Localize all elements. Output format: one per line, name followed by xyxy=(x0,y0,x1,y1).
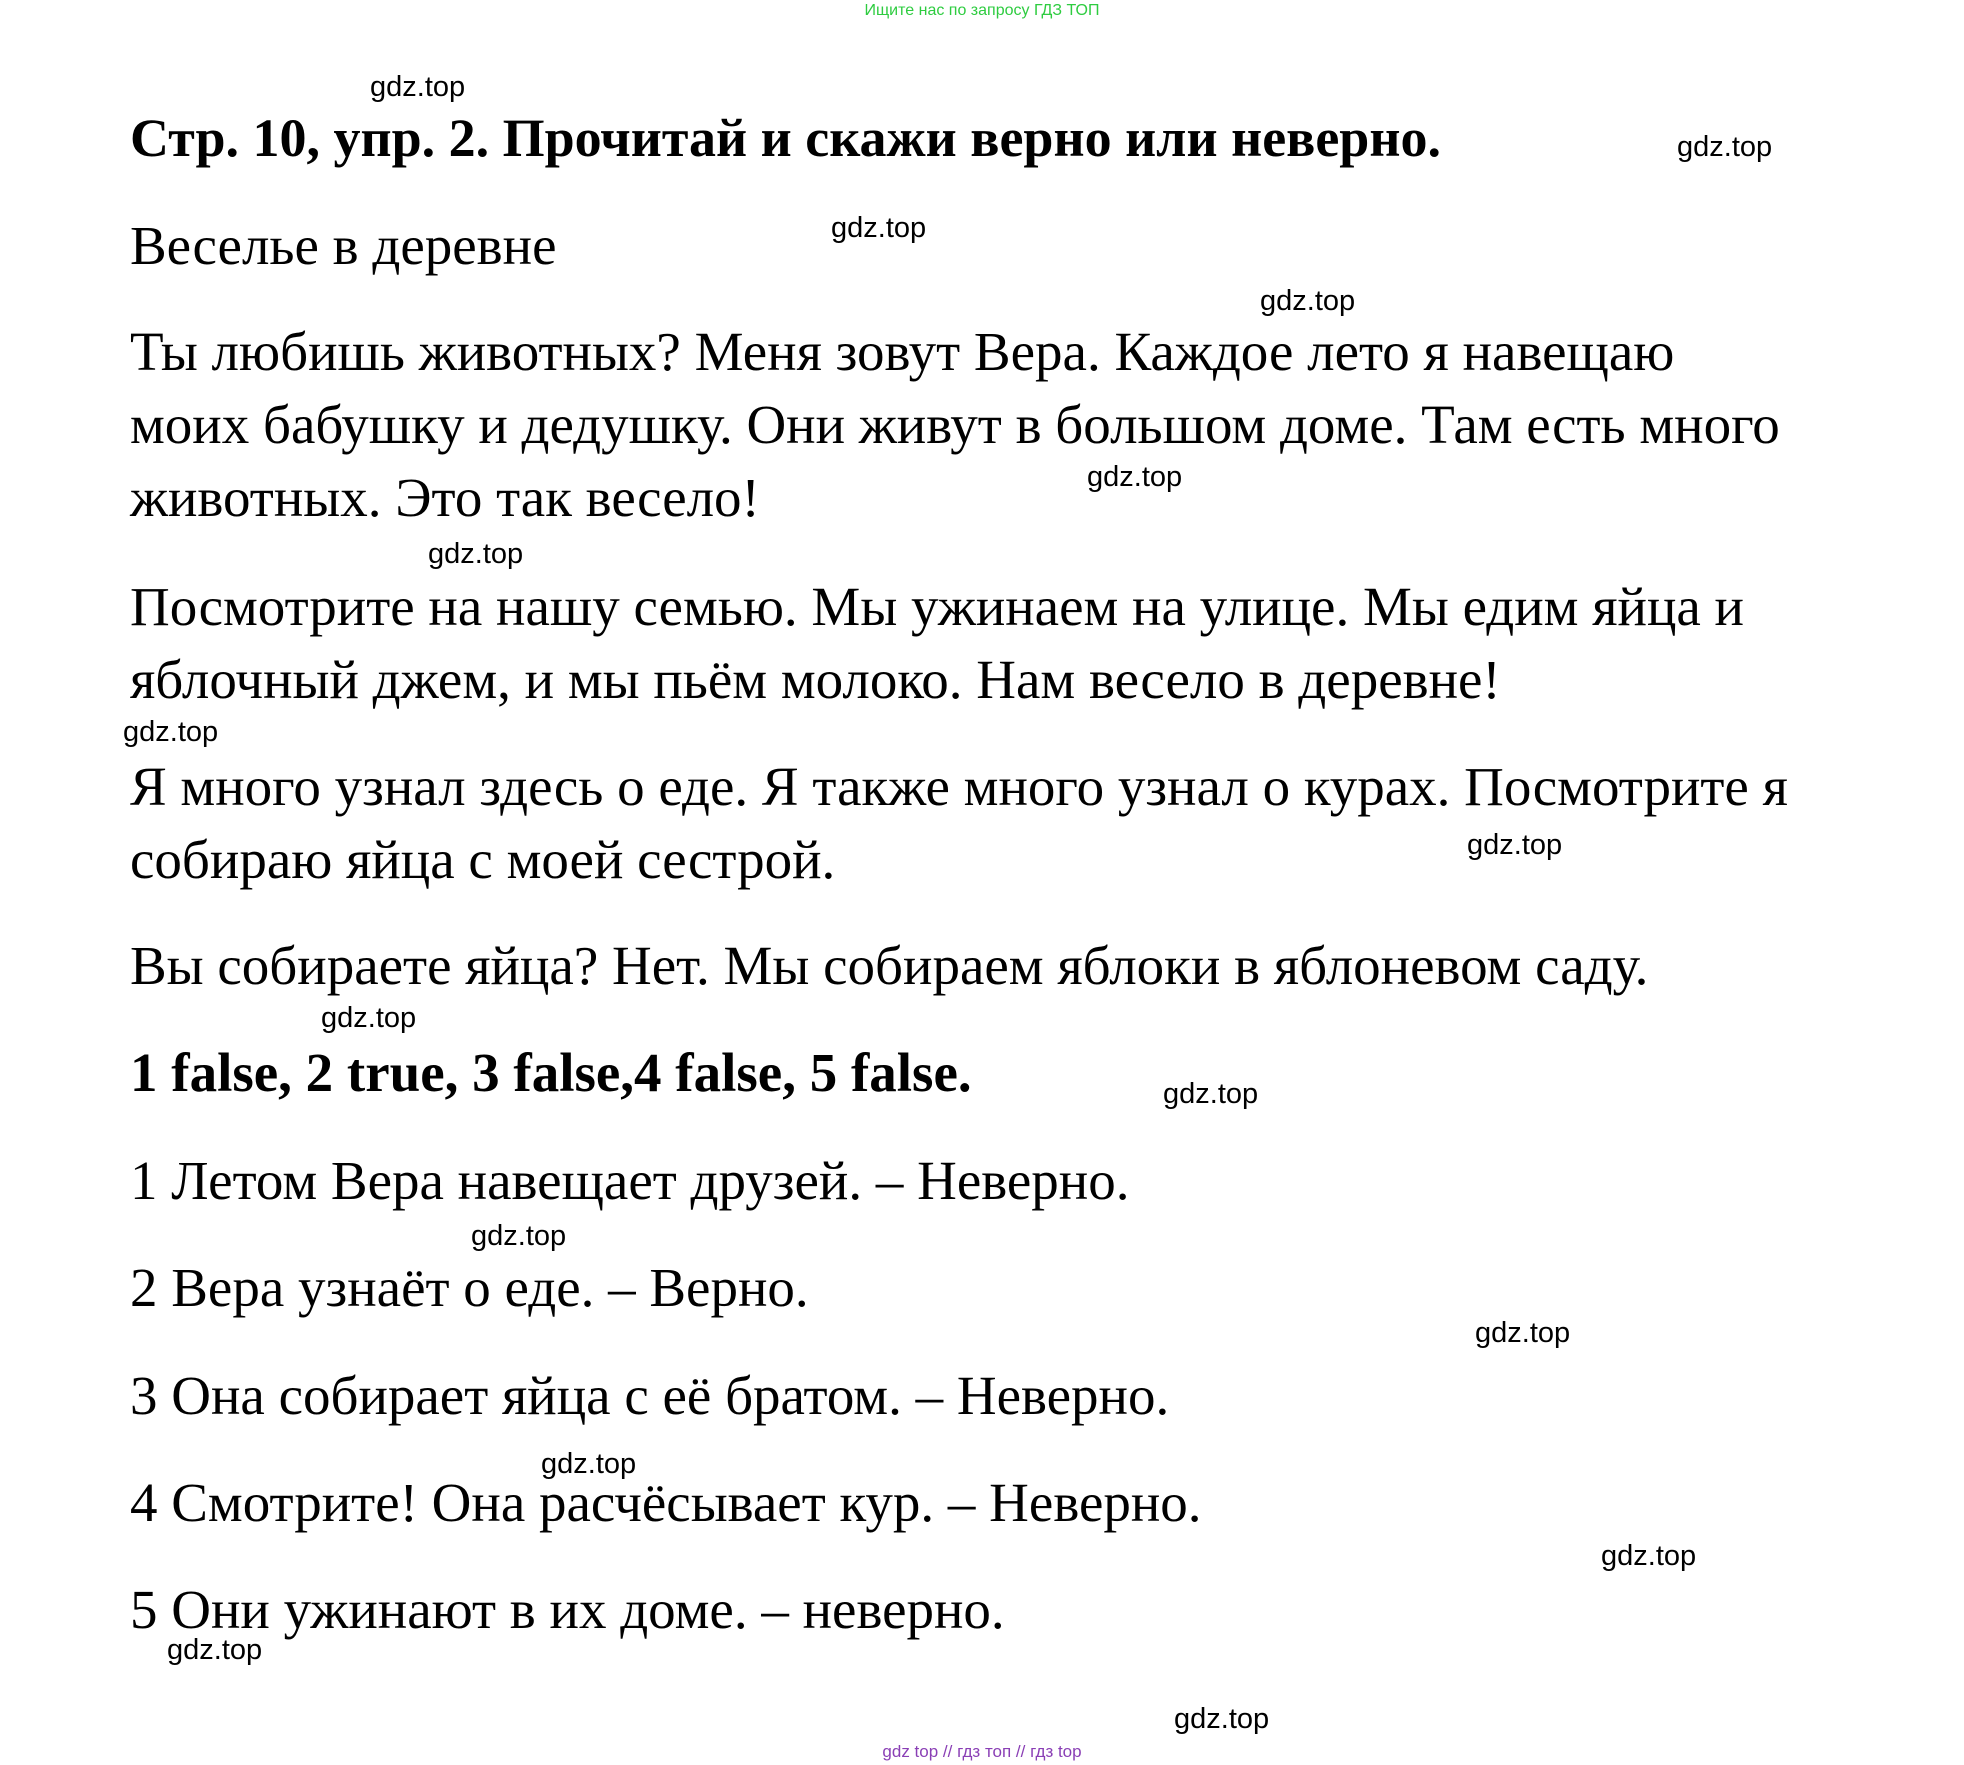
watermark: gdz.top xyxy=(370,71,466,103)
watermark: gdz.top xyxy=(471,1220,567,1252)
paragraph-1-line-3: животных. Это так весело! xyxy=(130,467,760,528)
statement-4: 4 Смотрите! Она расчёсывает кур. – Неверно. xyxy=(130,1472,1202,1533)
exercise-heading: Стр. 10, упр. 2. Прочитай и скажи верно или неверно. xyxy=(130,108,1441,168)
watermark: gdz.top xyxy=(1601,1540,1697,1572)
statement-3: 3 Она собирает яйца с её братом. – Неверно. xyxy=(130,1365,1170,1426)
top-banner[interactable]: Ищите нас по запросу ГДЗ ТОП xyxy=(864,2,1100,19)
watermark: gdz.top xyxy=(1260,285,1356,317)
watermark: gdz.top xyxy=(1475,1317,1571,1349)
footer-links[interactable]: gdz top // гдз топ // гдз top xyxy=(882,1742,1082,1761)
story-title: Веселье в деревне xyxy=(130,215,557,276)
watermark: gdz.top xyxy=(1467,829,1563,861)
watermark: gdz.top xyxy=(1677,131,1773,163)
statement-1: 1 Летом Вера навещает друзей. – Неверно. xyxy=(130,1150,1130,1211)
paragraph-2-line-1: Посмотрите на нашу семью. Мы ужинаем на улице. Мы едим яйца и xyxy=(130,576,1744,637)
paragraph-3-line-1: Я много узнал здесь о еде. Я также много узнал о курах. Посмотрите я xyxy=(130,756,1788,817)
paragraph-4: Вы собираете яйца? Нет. Мы собираем яблоки в яблоневом саду. xyxy=(130,935,1649,996)
watermark: gdz.top xyxy=(1174,1703,1270,1735)
watermark: gdz.top xyxy=(428,538,524,570)
watermark: gdz.top xyxy=(831,212,927,244)
watermark: gdz.top xyxy=(123,716,219,748)
watermark: gdz.top xyxy=(321,1002,417,1034)
paragraph-1-line-2: моих бабушку и дедушку. Они живут в большом доме. Там есть много xyxy=(130,394,1780,455)
watermark: gdz.top xyxy=(1087,461,1183,493)
statement-2: 2 Вера узнаёт о еде. – Верно. xyxy=(130,1257,809,1318)
answer-summary: 1 false, 2 true, 3 false,4 false, 5 false. xyxy=(130,1042,972,1103)
paragraph-2-line-2: яблочный джем, и мы пьём молоко. Нам весело в деревне! xyxy=(130,649,1501,710)
watermark: gdz.top xyxy=(541,1448,637,1480)
statement-5: 5 Они ужинают в их доме. – неверно. xyxy=(130,1579,1005,1640)
paragraph-3-line-2: собираю яйца с моей сестрой. xyxy=(130,829,836,890)
paragraph-1-line-1: Ты любишь животных? Меня зовут Вера. Каждое лето я навещаю xyxy=(130,321,1675,382)
watermark: gdz.top xyxy=(167,1634,263,1666)
watermark: gdz.top xyxy=(1163,1078,1259,1110)
